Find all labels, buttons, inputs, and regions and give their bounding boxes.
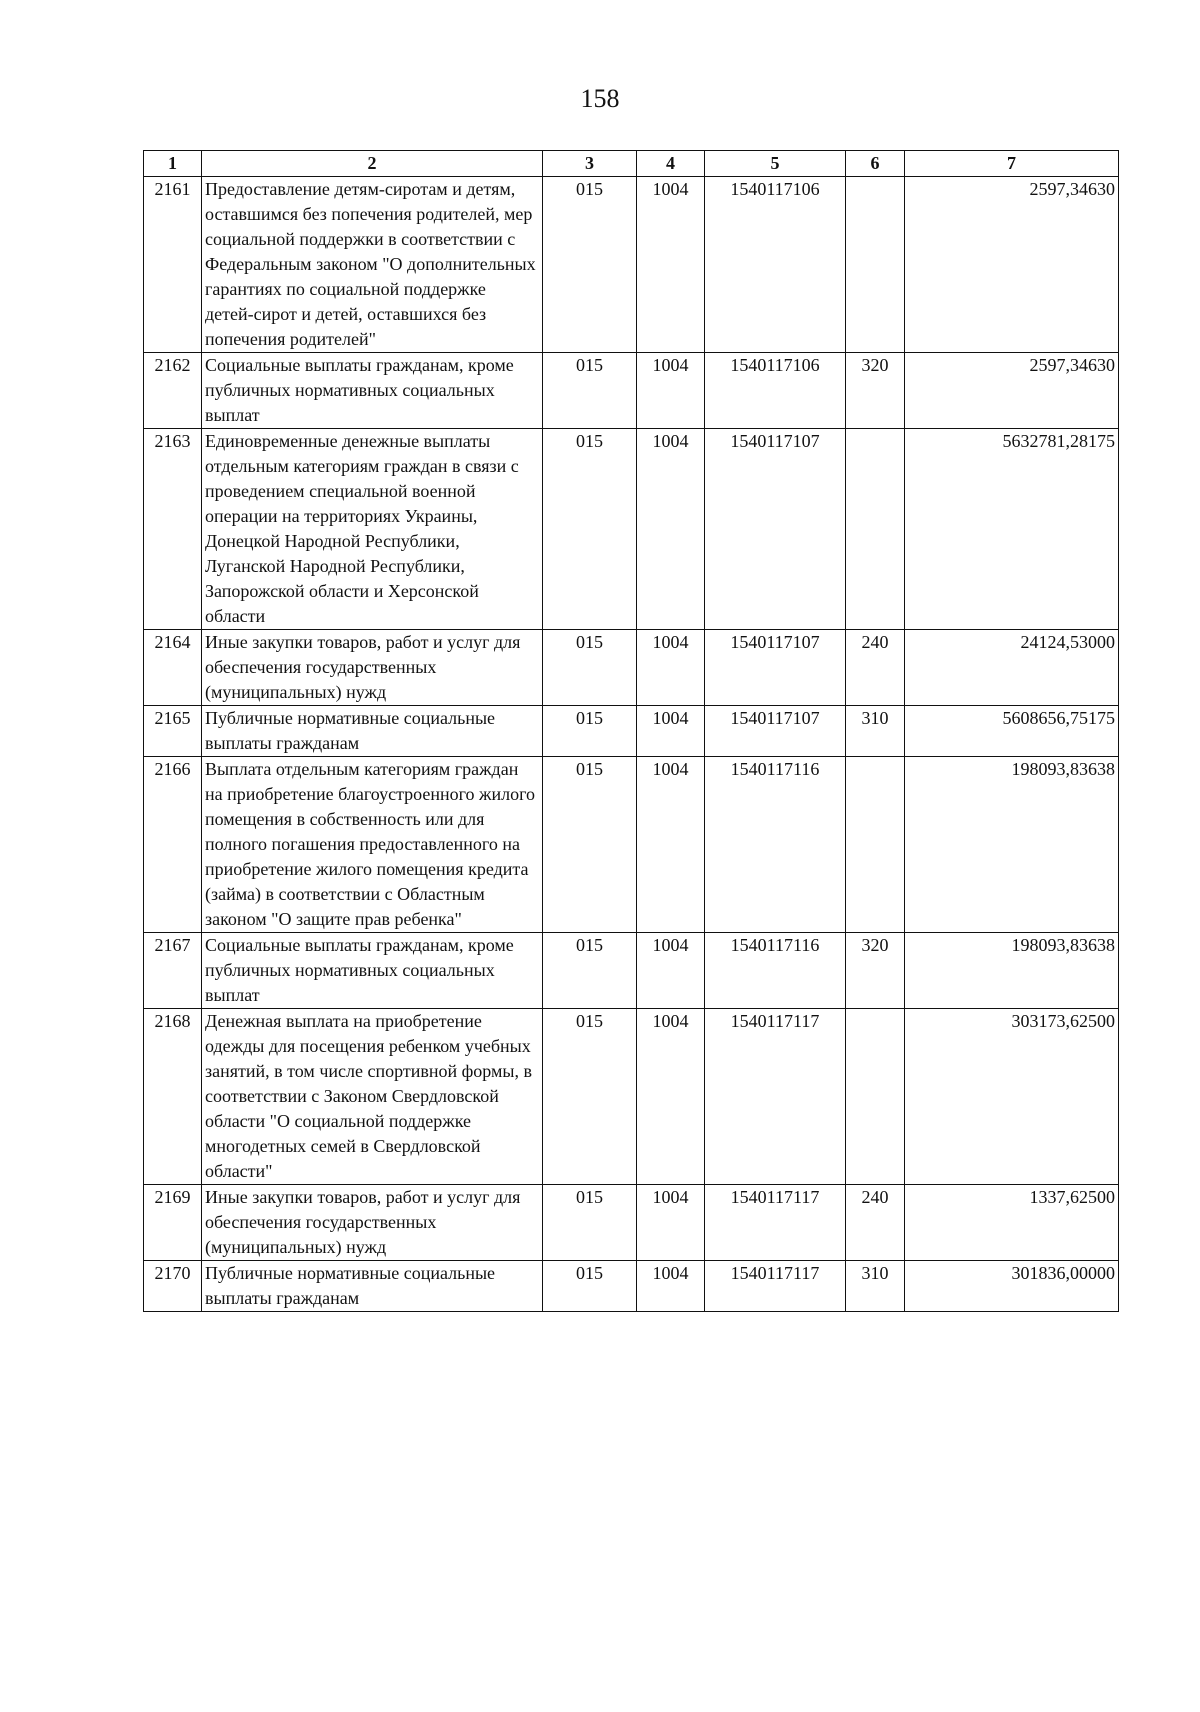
row-department-code: 015 — [543, 429, 637, 630]
row-number: 2166 — [144, 757, 202, 933]
row-section-code: 1004 — [637, 706, 705, 757]
row-target-code: 1540117117 — [705, 1009, 846, 1185]
table-row — [144, 933, 1119, 1009]
column-header: 1 — [144, 151, 202, 177]
row-department-code: 015 — [543, 1261, 637, 1312]
row-amount: 2597,34630 — [905, 353, 1119, 429]
row-number: 2168 — [144, 1009, 202, 1185]
row-section-code: 1004 — [637, 1261, 705, 1312]
row-department-code: 015 — [543, 177, 637, 353]
row-target-code: 1540117107 — [705, 706, 846, 757]
row-target-code: 1540117107 — [705, 429, 846, 630]
row-amount: 301836,00000 — [905, 1261, 1119, 1312]
column-header: 2 — [202, 151, 543, 177]
row-target-code: 1540117106 — [705, 353, 846, 429]
row-name: Предоставление детям-сиротам и детям, оставшимся без попечения родителей, мер социальной поддержки в соответствии с Федеральным законом "О дополнительных гарантиях по социальной поддержке детей-сирот и детей, оставшихся без попечения родителей" — [202, 177, 543, 353]
row-number: 2163 — [144, 429, 202, 630]
row-name: Единовременные денежные выплаты отдельным категориям граждан в связи с проведением специальной военной операции на территориях Украины, Донецкой Народной Республики, Луганской Народной Республики, Запорожской области и Херсонской области — [202, 429, 543, 630]
column-header: 3 — [543, 151, 637, 177]
row-target-code: 1540117106 — [705, 177, 846, 353]
table-row — [144, 177, 1119, 353]
row-section-code: 1004 — [637, 630, 705, 706]
row-name: Выплата отдельным категориям граждан на приобретение благоустроенного жилого помещения в собственность или для полного погашения предоставленного на приобретение жилого помещения кредита (займа) в соответствии с Областным законом "О защите прав ребенка" — [202, 757, 543, 933]
row-amount: 24124,53000 — [905, 630, 1119, 706]
row-target-code: 1540117117 — [705, 1261, 846, 1312]
row-expense-type: 320 — [846, 353, 905, 429]
row-department-code: 015 — [543, 933, 637, 1009]
row-expense-type: 320 — [846, 933, 905, 1009]
row-amount: 198093,83638 — [905, 757, 1119, 933]
row-number: 2162 — [144, 353, 202, 429]
column-header: 5 — [705, 151, 846, 177]
row-expense-type — [846, 1009, 905, 1185]
column-header: 4 — [637, 151, 705, 177]
row-number: 2169 — [144, 1185, 202, 1261]
row-number: 2164 — [144, 630, 202, 706]
page-number: 158 — [580, 84, 620, 113]
row-amount: 5608656,75175 — [905, 706, 1119, 757]
row-expense-type: 240 — [846, 1185, 905, 1261]
table-row — [144, 353, 1119, 429]
table-row — [144, 706, 1119, 757]
row-section-code: 1004 — [637, 1009, 705, 1185]
row-amount: 303173,62500 — [905, 1009, 1119, 1185]
row-name: Денежная выплата на приобретение одежды для посещения ребенком учебных занятий, в том числе спортивной формы, в соответствии с Законом Свердловской области "О социальной поддержке многодетных семей в Свердловской области" — [202, 1009, 543, 1185]
row-name: Иные закупки товаров, работ и услуг для обеспечения государственных (муниципальных) нужд — [202, 630, 543, 706]
column-header: 6 — [846, 151, 905, 177]
row-name: Публичные нормативные социальные выплаты гражданам — [202, 706, 543, 757]
row-expense-type: 310 — [846, 1261, 905, 1312]
row-section-code: 1004 — [637, 1185, 705, 1261]
row-expense-type: 310 — [846, 706, 905, 757]
row-amount: 2597,34630 — [905, 177, 1119, 353]
row-name: Социальные выплаты гражданам, кроме публичных нормативных социальных выплат — [202, 353, 543, 429]
row-section-code: 1004 — [637, 177, 705, 353]
row-amount: 5632781,28175 — [905, 429, 1119, 630]
budget-table — [143, 150, 1119, 1312]
row-name: Публичные нормативные социальные выплаты гражданам — [202, 1261, 543, 1312]
table-row — [144, 630, 1119, 706]
row-section-code: 1004 — [637, 353, 705, 429]
row-department-code: 015 — [543, 353, 637, 429]
row-target-code: 1540117117 — [705, 1185, 846, 1261]
row-section-code: 1004 — [637, 429, 705, 630]
table-row — [144, 1185, 1119, 1261]
row-department-code: 015 — [543, 757, 637, 933]
row-number: 2161 — [144, 177, 202, 353]
row-department-code: 015 — [543, 706, 637, 757]
row-target-code: 1540117116 — [705, 757, 846, 933]
table-row — [144, 429, 1119, 630]
row-expense-type — [846, 757, 905, 933]
row-section-code: 1004 — [637, 933, 705, 1009]
row-number: 2170 — [144, 1261, 202, 1312]
table-row — [144, 1261, 1119, 1312]
row-amount: 1337,62500 — [905, 1185, 1119, 1261]
row-number: 2167 — [144, 933, 202, 1009]
row-target-code: 1540117116 — [705, 933, 846, 1009]
row-department-code: 015 — [543, 1009, 637, 1185]
row-amount: 198093,83638 — [905, 933, 1119, 1009]
table-row — [144, 757, 1119, 933]
row-expense-type: 240 — [846, 630, 905, 706]
row-department-code: 015 — [543, 1185, 637, 1261]
row-name: Иные закупки товаров, работ и услуг для обеспечения государственных (муниципальных) нужд — [202, 1185, 543, 1261]
row-expense-type — [846, 429, 905, 630]
row-name: Социальные выплаты гражданам, кроме публичных нормативных социальных выплат — [202, 933, 543, 1009]
row-section-code: 1004 — [637, 757, 705, 933]
row-expense-type — [846, 177, 905, 353]
row-target-code: 1540117107 — [705, 630, 846, 706]
table-header-row — [144, 151, 1119, 177]
row-department-code: 015 — [543, 630, 637, 706]
row-number: 2165 — [144, 706, 202, 757]
column-header: 7 — [905, 151, 1119, 177]
table-row — [144, 1009, 1119, 1185]
